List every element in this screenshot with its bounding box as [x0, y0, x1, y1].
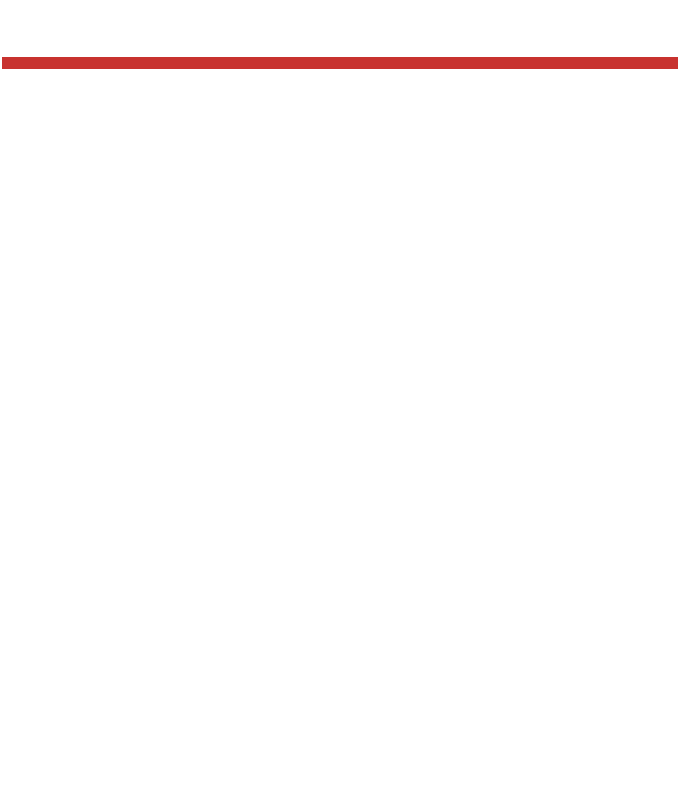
top-continuation-tables — [2, 2, 678, 54]
cadet-list — [2, 73, 678, 791]
section-banner — [2, 57, 678, 69]
